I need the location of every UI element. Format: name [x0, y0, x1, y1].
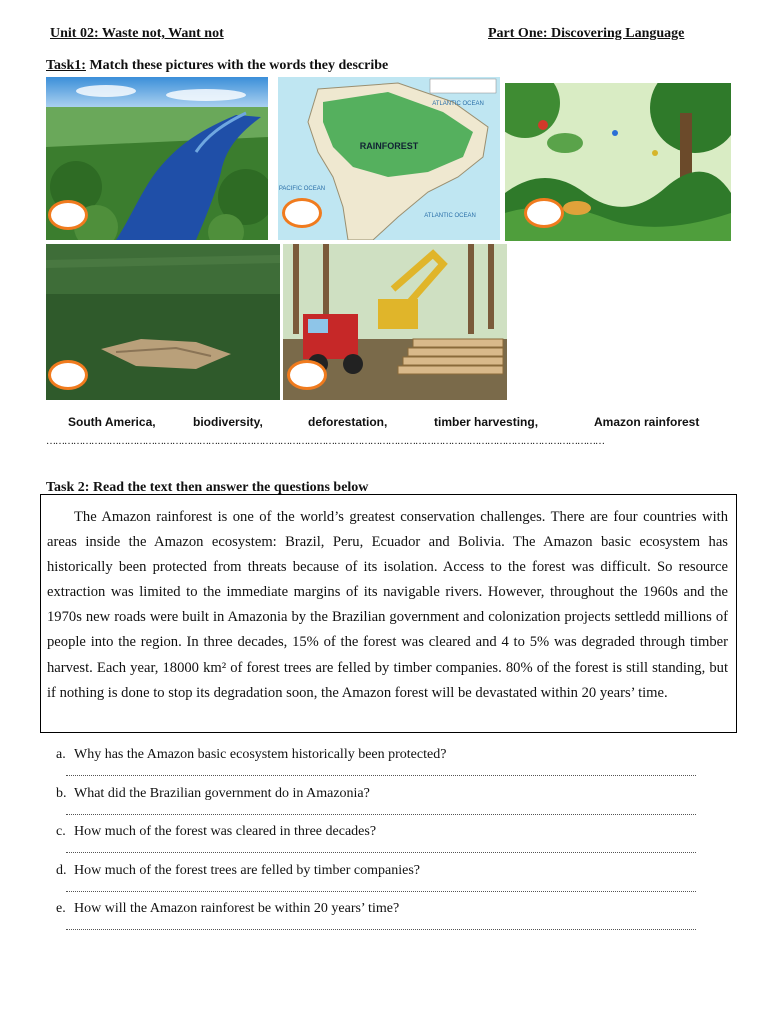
question-c-letter: c. — [56, 824, 66, 839]
question-e-letter: e. — [56, 901, 66, 916]
task1-label: Task1: — [46, 58, 86, 73]
map-label-ocean-top: ATLANTIC OCEAN — [432, 101, 484, 107]
map-label-ocean-left: PACIFIC OCEAN — [278, 186, 326, 192]
map-label-ocean-bottom: ATLANTIC OCEAN — [424, 213, 476, 219]
question-a-letter: a. — [56, 747, 66, 762]
answer-line-b[interactable] — [66, 814, 696, 815]
word-deforestation: deforestation, — [308, 415, 388, 429]
answer-line-a[interactable] — [66, 775, 696, 776]
picture-map — [278, 77, 500, 240]
word-south-america: South America, — [68, 415, 156, 429]
task2-heading: Task 2: Read the text then answer the questions below — [46, 480, 369, 495]
picture-cleared-forest — [46, 244, 280, 400]
task1-heading — [46, 58, 388, 74]
answer-badge-4[interactable] — [48, 360, 88, 390]
reading-passage — [40, 494, 737, 733]
question-c — [56, 824, 376, 840]
answer-line-e[interactable] — [66, 929, 696, 930]
answer-line-d[interactable] — [66, 891, 696, 892]
question-d-text: How much of the forest trees are felled by timber companies? — [74, 863, 420, 878]
word-amazon-rainforest: Amazon rainforest — [594, 415, 700, 429]
picture-jungle — [505, 83, 731, 241]
question-d-letter: d. — [56, 863, 67, 878]
question-c-text: How much of the forest was cleared in three decades? — [74, 824, 377, 839]
map-label-rainforest: RAINFOREST — [359, 141, 419, 151]
task1-instruction: Match these pictures with the words they describe — [85, 58, 389, 73]
picture-river — [46, 77, 268, 240]
word-biodiversity: biodiversity, — [193, 415, 263, 429]
question-b-letter: b. — [56, 786, 67, 801]
answer-badge-3[interactable] — [524, 198, 564, 228]
unit-title: Unit 02: Waste not, Want not — [50, 26, 224, 41]
question-a — [56, 747, 446, 763]
answer-line-c[interactable] — [66, 852, 696, 853]
question-b-text: What did the Brazilian government do in Amazonia? — [74, 786, 370, 801]
question-e — [56, 901, 399, 917]
question-e-text: How will the Amazon rainforest be within 20 years’ time? — [74, 901, 400, 916]
picture-logging-truck — [283, 244, 507, 400]
question-d — [56, 863, 420, 879]
question-a-text: Why has the Amazon basic ecosystem historically been protected? — [74, 747, 447, 762]
passage-text: The Amazon rainforest is one of the world’s greatest conservation challenges. There are four countries with areas inside the Amazon ecosystem: Brazil, Peru, Ecuador and Bolivia. The Amazon basic ecosystem has historically been protected from threats because of its isolation. Access to the forest was difficult. So resource extraction was limited to the immediate margins of its navigable rivers. However, throughout the 1960s and the 1970s new roads were built in Amazonia by the Brazilian government and colonization projects settledd millions of people into the region. In three decades, 15% of the forest was cleared and 4 to 5% was degraded through timber harvest. Each year, 18000 km² of forest trees are felled by timber companies. 80% of the forest is still standing, but if nothing is done to stop its degradation soon, the Amazon forest will be devastated within 20 years’ time. — [47, 509, 728, 701]
task1-answer-line[interactable]: …………………………………………………………………………………………………………………………………………………………………… — [46, 436, 604, 447]
part-title: Part One: Discovering Language — [488, 26, 685, 41]
answer-badge-1[interactable] — [48, 200, 88, 230]
question-b — [56, 786, 370, 802]
answer-badge-2[interactable] — [282, 198, 322, 228]
word-timber-harvesting: timber harvesting, — [434, 415, 539, 429]
answer-badge-5[interactable] — [287, 360, 327, 390]
